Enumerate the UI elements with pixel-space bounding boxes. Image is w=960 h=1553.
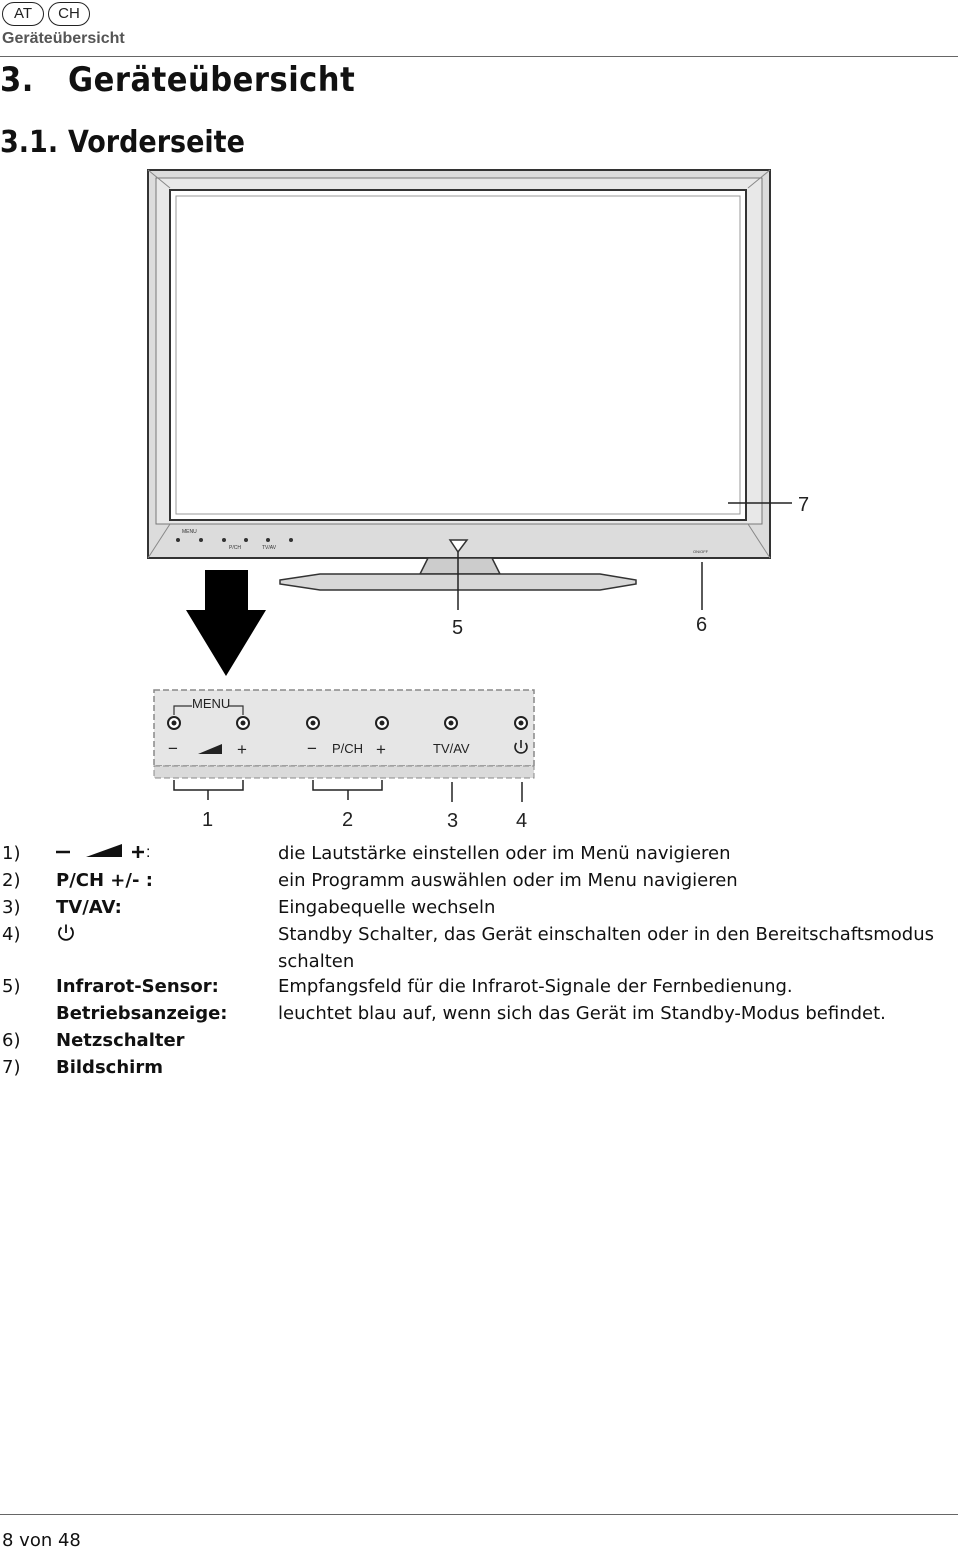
legend-term: P/CH +/- : — [56, 870, 153, 891]
section-heading — [0, 60, 355, 100]
legend-term: Betriebsanzeige: — [56, 1003, 228, 1024]
tv-illustration — [148, 170, 770, 590]
zoom-plus-vol: + — [237, 740, 247, 759]
legend-term: Netzschalter — [56, 1030, 185, 1051]
section-number: 3. — [0, 60, 34, 100]
power-icon — [56, 921, 76, 948]
callout-7: 7 — [798, 494, 810, 516]
country-badges — [2, 2, 90, 26]
legend-term: TV/AV: — [56, 897, 122, 918]
subsection-title: Vorderseite — [68, 125, 245, 160]
legend-desc: Standby Schalter, das Gerät einschalten oder in den Bereitschaftsmodus — [278, 924, 935, 945]
legend-item-6 — [0, 1027, 960, 1054]
callout-4: 4 — [516, 810, 528, 832]
legend-item-7 — [0, 1054, 960, 1081]
legend-item-5 — [0, 973, 960, 1000]
country-badge-ch: CH — [48, 2, 90, 26]
legend-term: Infrarot-Sensor: — [56, 976, 219, 997]
zoom-minus-vol: − — [168, 739, 178, 758]
tv-screen — [170, 190, 746, 520]
tv-front-figure — [0, 160, 960, 840]
zoom-pch-label: P/CH — [332, 741, 364, 756]
zoom-tvav-label: TV/AV — [433, 741, 470, 756]
callout-2: 2 — [342, 809, 354, 831]
legend-number: 4) — [2, 924, 21, 945]
legend-number: 7) — [2, 1057, 21, 1078]
legend-desc: Empfangsfeld für die Infrarot-Signale der Fernbedienung. — [278, 976, 793, 997]
tv-tvav-label: TV/AV — [262, 545, 277, 551]
callout-3: 3 — [447, 810, 459, 832]
legend-number: 6) — [2, 1030, 21, 1051]
legend-number: 3) — [2, 897, 21, 918]
legend-desc-cont: schalten — [278, 951, 355, 972]
running-header: Geräteübersicht — [2, 30, 125, 47]
subsection-number: 3.1. — [0, 125, 59, 160]
legend-number: 5) — [2, 976, 21, 997]
subsection-heading — [0, 125, 245, 160]
country-badge-at: AT — [2, 2, 44, 26]
callout-1: 1 — [202, 809, 214, 831]
footer-rule — [0, 1514, 958, 1515]
panel-callouts — [174, 780, 527, 832]
legend-item-4 — [0, 921, 960, 948]
legend-item-4-cont — [0, 948, 960, 973]
tv-onoff-label: ON/OFF — [693, 549, 709, 554]
legend-desc: ein Programm auswählen oder im Menu navigieren — [278, 870, 738, 891]
tv-pch-label: P/CH — [229, 545, 241, 551]
legend-desc: Eingabequelle wechseln — [278, 897, 496, 918]
legend-desc: leuchtet blau auf, wenn sich das Gerät im Standby-Modus befindet. — [278, 1003, 886, 1024]
tv-menu-label: MENU — [182, 529, 197, 535]
section-title: Geräteübersicht — [68, 60, 356, 100]
callout-6: 6 — [696, 614, 708, 636]
legend-term: Bildschirm — [56, 1057, 163, 1078]
callout-5: 5 — [452, 617, 464, 639]
zoom-arrow-icon — [186, 570, 266, 676]
svg-text::: : — [146, 844, 151, 861]
legend-number: 1) — [2, 843, 21, 864]
zoom-minus-ch: − — [307, 739, 317, 758]
zoom-menu-label: MENU — [192, 696, 231, 711]
zoomed-control-panel — [154, 690, 534, 778]
legend-list — [0, 840, 960, 1081]
legend-volume-symbol — [56, 840, 156, 867]
zoom-plus-ch: + — [376, 740, 386, 759]
legend-item-3 — [0, 894, 960, 921]
page-number: 8 von 48 — [2, 1530, 81, 1551]
legend-item-2 — [0, 867, 960, 894]
header-rule — [0, 56, 958, 57]
legend-desc: die Lautstärke einstellen oder im Menü navigieren — [278, 843, 731, 864]
legend-item-5b — [0, 1000, 960, 1027]
legend-item-1 — [0, 840, 960, 867]
legend-number: 2) — [2, 870, 21, 891]
